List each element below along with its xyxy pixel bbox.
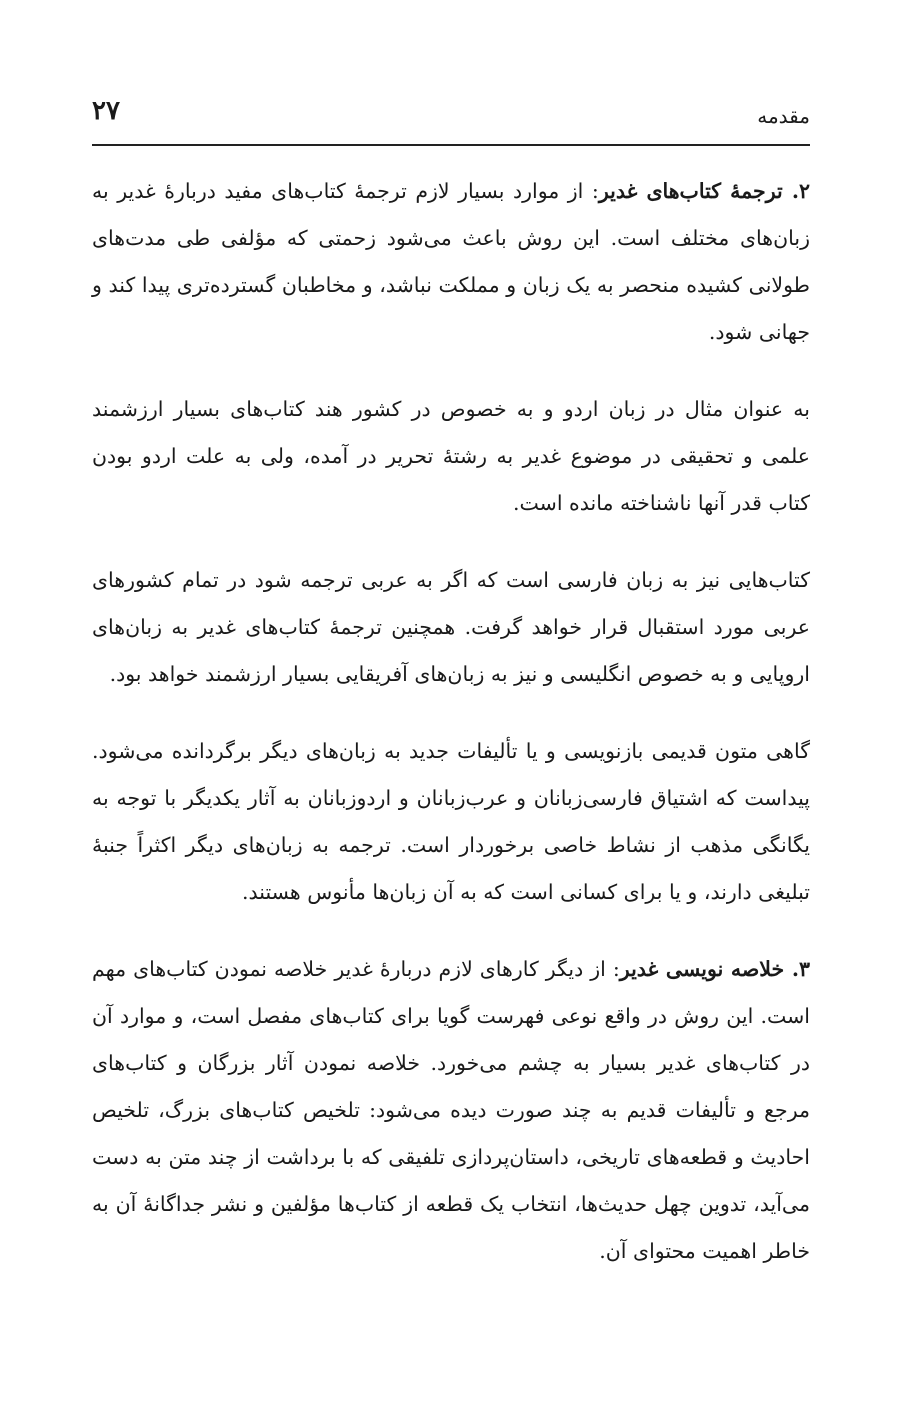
book-page: [92, 0, 810, 1410]
paragraph-text: به عنوان مثال در زبان اردو و به خصوص در کشور هند کتاب‌های بسیار ارزشمند علمی و تحقیقی در موضوع غدیر به رشتهٔ تحریر در آمده، ولی به علت اردو بودن کتاب قدر آنها ناشناخته مانده است.: [92, 397, 810, 515]
paragraph-urdu-example: [92, 386, 810, 527]
paragraph-translation: [92, 168, 810, 356]
paragraph-text: کتاب‌هایی نیز به زبان فارسی است که اگر به عربی ترجمه شود در تمام کشورهای عربی مورد استقبال قرار خواهد گرفت. همچنین ترجمهٔ کتاب‌های غدیر به زبان‌های اروپایی و به خصوص انگلیسی و نیز به زبان‌های آفریقایی بسیار ارزشمند خواهد بود.: [92, 568, 810, 686]
paragraph-text: گاهی متون قدیمی بازنویسی و یا تألیفات جدید به زبان‌های دیگر برگردانده می‌شود. پیداست که اشتیاق فارسی‌زبانان و عرب‌زبانان و اردوزبانان به آثار یکدیگر با توجه به یگانگی مذهب از نشاط خاصی برخوردار است. ترجمه به زبان‌های دیگر اکثراً جنبهٔ تبلیغی دارند، و یا برای کسانی است که به آن زبان‌ها مأنوس هستند.: [92, 739, 810, 904]
paragraph-summarizing: [92, 946, 810, 1275]
page-number: ۲۷: [92, 96, 120, 126]
page-header: [92, 96, 810, 146]
paragraph-persian-books: [92, 557, 810, 698]
section-heading-translation: ۲. ترجمهٔ کتاب‌های غدیر: [598, 179, 810, 203]
body-text: [92, 168, 810, 1305]
paragraph-text: : از دیگر کارهای لازم دربارهٔ غدیر خلاصه نمودن کتاب‌های مهم است. این روش در واقع نوعی فهرست گویا برای کتاب‌های مفصل است، و موارد آن در کتاب‌های غدیر بسیار به چشم می‌خورد. خلاصه نمودن آثار بزرگان و کتاب‌های مرجع و تألیفات قدیم به چند صورت دیده می‌شود: تلخیص کتاب‌های بزرگ، تلخیص احادیث و قطعه‌های تاریخی، داستان‌پردازی تلفیقی که با برداشت از چند متن به دست می‌آید، تدوین چهل حدیث‌ها، انتخاب یک قطعه از کتاب‌ها مؤلفین و نشر جداگانهٔ آن به خاطر اهمیت محتوای آن.: [92, 957, 810, 1263]
section-heading-summarizing: ۳. خلاصه نویسی غدیر: [619, 957, 810, 981]
paragraph-text: : از موارد بسیار لازم ترجمهٔ کتاب‌های مفید دربارهٔ غدیر به زبان‌های مختلف است. این روش باعث می‌شود زحمتی که مؤلفی طی مدت‌های طولانی کشیده منحصر به یک زبان و مملکت نباشد، و مخاطبان گسترده‌تری پیدا کند و جهانی شود.: [92, 179, 810, 344]
paragraph-rewriting: [92, 728, 810, 916]
running-title: مقدمه: [757, 104, 810, 128]
